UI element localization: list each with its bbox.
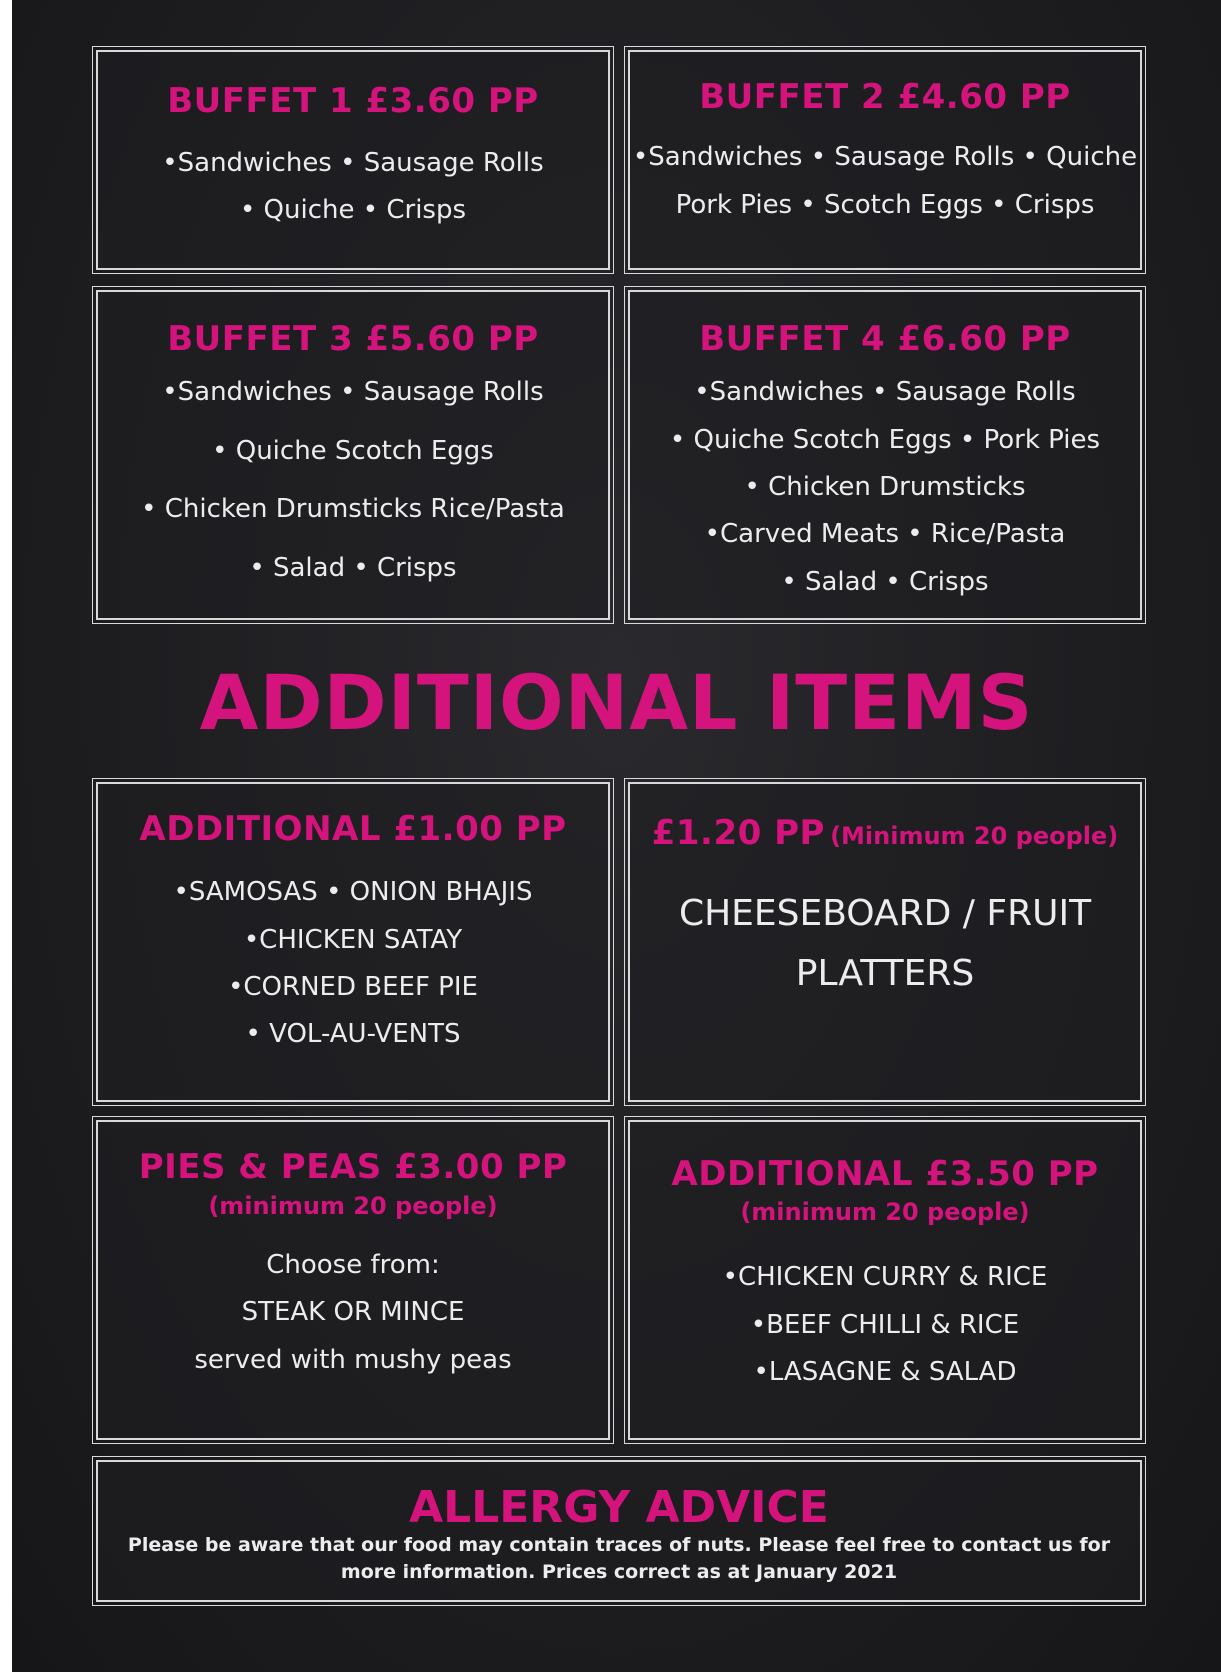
- buffet-4-title: BUFFET 4 £6.60 PP: [699, 319, 1071, 359]
- pies-peas-panel: [96, 1120, 610, 1440]
- buffet-4-item-line: •Sandwiches • Sausage Rolls: [694, 377, 1076, 407]
- additional-1-item-line: • VOL-AU-VENTS: [245, 1019, 461, 1049]
- additional-3-panel: [628, 1120, 1142, 1440]
- buffet-3-item-line: •Sandwiches • Sausage Rolls: [162, 377, 544, 407]
- buffet-3-title: BUFFET 3 £5.60 PP: [167, 319, 539, 359]
- additional-3-item-line: •CHICKEN CURRY & RICE: [722, 1262, 1048, 1292]
- cheeseboard-price-row: [630, 813, 1140, 853]
- buffet-4-item-line: • Chicken Drumsticks: [744, 472, 1026, 502]
- additional-3-item-line: •LASAGNE & SALAD: [753, 1357, 1017, 1387]
- additional-1-panel: [96, 782, 610, 1102]
- buffet-4-item-line: • Quiche Scotch Eggs • Pork Pies: [669, 425, 1101, 455]
- additional-3-title: ADDITIONAL £3.50 PP: [671, 1154, 1099, 1194]
- pies-peas-line: STEAK OR MINCE: [241, 1297, 465, 1327]
- buffet-4-item-line: • Salad • Crisps: [781, 567, 989, 597]
- additional-3-item-line: •BEEF CHILLI & RICE: [750, 1310, 1020, 1340]
- cheeseboard-panel: [628, 782, 1142, 1102]
- buffet-1-item-line: •Sandwiches • Sausage Rolls: [162, 148, 544, 178]
- pies-peas-line: Choose from:: [266, 1250, 440, 1280]
- buffet-1-title: BUFFET 1 £3.60 PP: [167, 81, 539, 121]
- additional-items-heading: ADDITIONAL ITEMS: [199, 658, 1034, 747]
- additional-1-item-line: •CHICKEN SATAY: [243, 925, 463, 955]
- additional-1-item-line: •SAMOSAS • ONION BHAJIS: [173, 877, 533, 907]
- pies-peas-minimum-note: (minimum 20 people): [208, 1192, 498, 1220]
- buffet-1-item-line: • Quiche • Crisps: [239, 195, 467, 225]
- allergy-panel: [96, 1460, 1142, 1602]
- buffet-4-panel: [628, 290, 1142, 620]
- buffet-2-title: BUFFET 2 £4.60 PP: [699, 77, 1071, 117]
- cheeseboard-price: £1.20 PP: [651, 813, 825, 853]
- buffet-1-panel: [96, 50, 610, 270]
- buffet-3-item-line: • Chicken Drumsticks Rice/Pasta: [141, 494, 565, 524]
- additional-1-item-line: •CORNED BEEF PIE: [228, 972, 478, 1002]
- buffet-3-item-line: • Salad • Crisps: [249, 553, 457, 583]
- additional-3-minimum-note: (minimum 20 people): [740, 1198, 1030, 1226]
- allergy-text-line: Please be aware that our food may contain traces of nuts. Please feel free to contact us for: [127, 1534, 1111, 1556]
- buffet-2-panel: [628, 50, 1142, 270]
- buffet-2-item-line: •Sandwiches • Sausage Rolls • Quiche: [632, 142, 1138, 172]
- cheeseboard-line: PLATTERS: [795, 953, 975, 994]
- pies-peas-line: served with mushy peas: [194, 1345, 512, 1375]
- buffet-2-item-line: Pork Pies • Scotch Eggs • Crisps: [675, 190, 1095, 220]
- buffet-3-panel: [96, 290, 610, 620]
- allergy-title: ALLERGY ADVICE: [409, 1482, 829, 1533]
- buffet-4-item-line: •Carved Meats • Rice/Pasta: [704, 519, 1066, 549]
- pies-peas-title: PIES & PEAS £3.00 PP: [138, 1147, 568, 1187]
- menu-board: [12, 0, 1221, 1672]
- allergy-text-line: more information. Prices correct as at January 2021: [340, 1561, 898, 1583]
- cheeseboard-minimum-note: (Minimum 20 people): [830, 822, 1119, 850]
- buffet-3-item-line: • Quiche Scotch Eggs: [212, 436, 494, 466]
- additional-1-title: ADDITIONAL £1.00 PP: [139, 809, 567, 849]
- cheeseboard-line: CHEESEBOARD / FRUIT: [678, 893, 1092, 934]
